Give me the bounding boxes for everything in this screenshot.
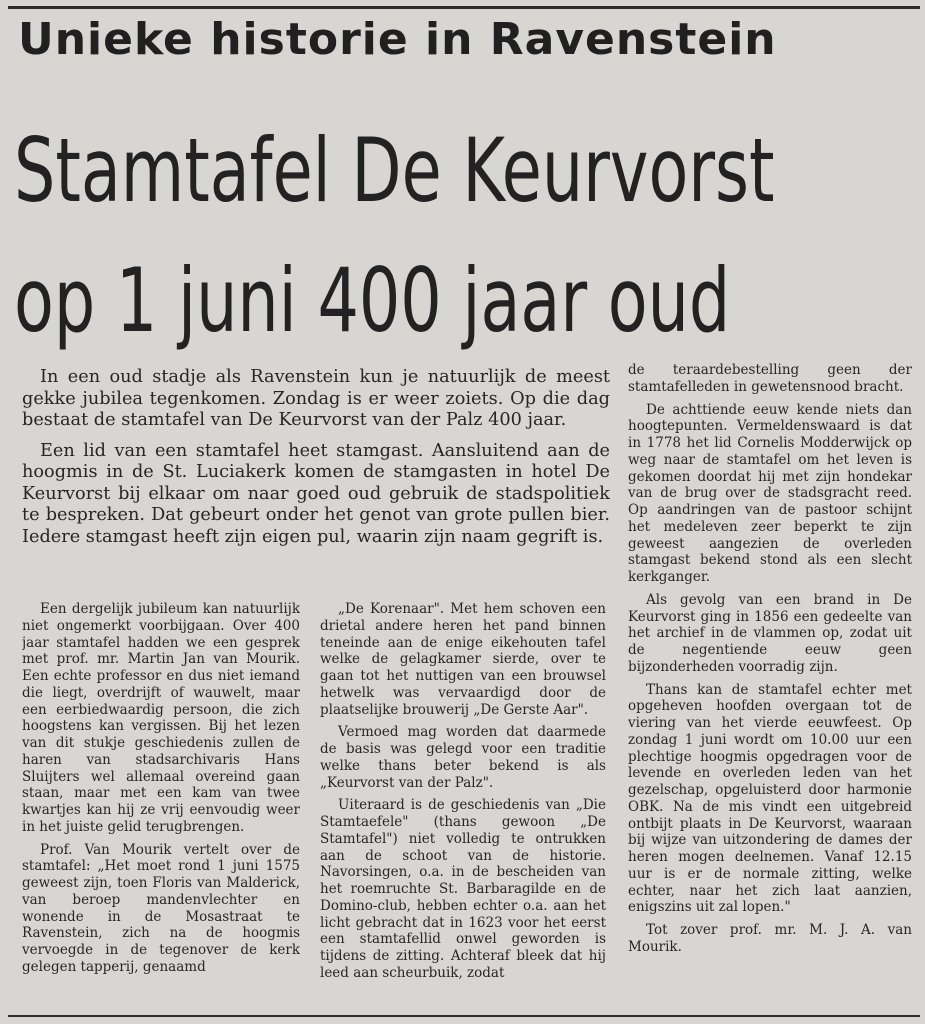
body-paragraph: de teraardebestelling geen der stamtafelleden in gewetensnood bracht. (628, 362, 912, 395)
lead-paragraph: In een oud stadje als Ravenstein kun je natuurlijk de meest gekke jubilea tegenkomen. Zondag is er weer zoiets. Op die dag bestaat de stamtafel van De Keurvorst van der Palz 400 jaar. (22, 367, 610, 430)
top-rule (8, 6, 920, 9)
body-column-2 (320, 601, 606, 1005)
kicker-headline: Unieke historie in Ravenstein (18, 14, 777, 65)
headline-line-1: Stamtafel De Keurvorst (14, 119, 775, 222)
body-paragraph: Uiteraard is de geschiedenis van „Die Stamtaefele" (thans gewoon „De Stamtafel") niet volledig te ontrukken aan de schoot van de historie. Navorsingen, o.a. in de bescheiden van het roemruchte St. Barbaragilde en de Domino-club, hebben echter o.a. aan het licht gebracht dat in 1623 voor het eerst een stamtafellid onwel geworden is tijdens de zitting. Achteraf bleek dat hij leed aan scheurbuik, zodat (320, 797, 606, 981)
body-paragraph: Vermoed mag worden dat daarmede de basis was gelegd voor een traditie welke thans beter bekend is als „Keurvorst van der Palz". (320, 724, 606, 791)
main-headline (14, 106, 775, 366)
body-paragraph: Als gevolg van een brand in De Keurvorst ging in 1856 een gedeelte van het archief in de vlammen op, zodat uit de negentiende eeuw geen bijzonderheden voorradig zijn. (628, 591, 912, 675)
body-paragraph: De achttiende eeuw kende niets dan hoogtepunten. Vermeldenswaard is dat in 1778 het lid Cornelis Modderwijck op weg naar de stamtafel om het leven is gekomen doordat hij met zijn hondekar van de brug over de stadsgracht reed. Op aandringen van de pastoor schijnt het medeleven zeer beperkt te zijn geweest aangezien de overleden stamgast bekend stond als een slecht kerkganger. (628, 401, 912, 585)
body-column-1 (22, 601, 300, 1005)
headline-line-2: op 1 juni 400 jaar oud (14, 249, 731, 352)
body-column-3 (628, 362, 912, 1006)
body-paragraph: „De Korenaar". Met hem schoven een drietal andere heren het pand binnen teneinde aan de enige eikehouten tafel welke de gelagkamer sierde, over te gaan tot het nuttigen van een brouwsel hetwelk was vervaardigd door de plaatselijke brouwerij „De Gerste Aar". (320, 601, 606, 718)
lead-paragraphs (22, 367, 610, 548)
body-paragraph: Prof. Van Mourik vertelt over de stamtafel: „Het moet rond 1 juni 1575 geweest zijn, toen Floris van Malderick, van beroep mandenvlechter en wonende in de Mosastraat te Ravenstein, zich na de hoogmis vervoegde in de tegenover de kerk gelegen tapperij, genaamd (22, 841, 300, 975)
bottom-rule (8, 1015, 920, 1017)
body-paragraph: Tot zover prof. mr. M. J. A. van Mourik. (628, 922, 912, 955)
body-paragraph: Thans kan de stamtafel echter met opgeheven hoofden overgaan tot de viering van het vierde eeuwfeest. Op zondag 1 juni wordt om 10.00 uur een plechtige hoogmis opgedragen voor de levende en overleden leden van het gezelschap, opgeluisterd door harmonie OBK. Na de mis vindt een uitgebreid ontbijt plaats in De Keurvorst, waaraan bij wijze van uitzondering de dames der heren mogen deelnemen. Vanaf 12.15 uur is er de normale zitting, welke echter, naar het zich laat aanzien, enigszins uit zal lopen." (628, 681, 912, 916)
lead-paragraph: Een lid van een stamtafel heet stamgast. Aansluitend aan de hoogmis in de St. Luciakerk komen de stamgasten in hotel De Keurvorst bij elkaar om naar goed oud gebruik de stadspolitiek te bespreken. Dat gebeurt onder het genot van grote pullen bier. Iedere stamgast heeft zijn eigen pul, waarin zijn naam gegrift is. (22, 440, 610, 547)
body-paragraph: Een dergelijk jubileum kan natuurlijk niet ongemerkt voorbijgaan. Over 400 jaar stamtafel hadden we een gesprek met prof. mr. Martin Jan van Mourik. Een echte professor en dus niet iemand die liegt, overdrijft of wauwelt, maar een eerbiedwaardig persoon, die zich hoogstens kan vergissen. Bij het lezen van dit stukje geschiedenis zullen de haren van stadsarchivaris Hans Sluijters wel allemaal overeind gaan staan, maar met een kam van twee kwartjes kan hij ze vrij eenvoudig weer in het juiste gelid terugbrengen. (22, 601, 300, 835)
